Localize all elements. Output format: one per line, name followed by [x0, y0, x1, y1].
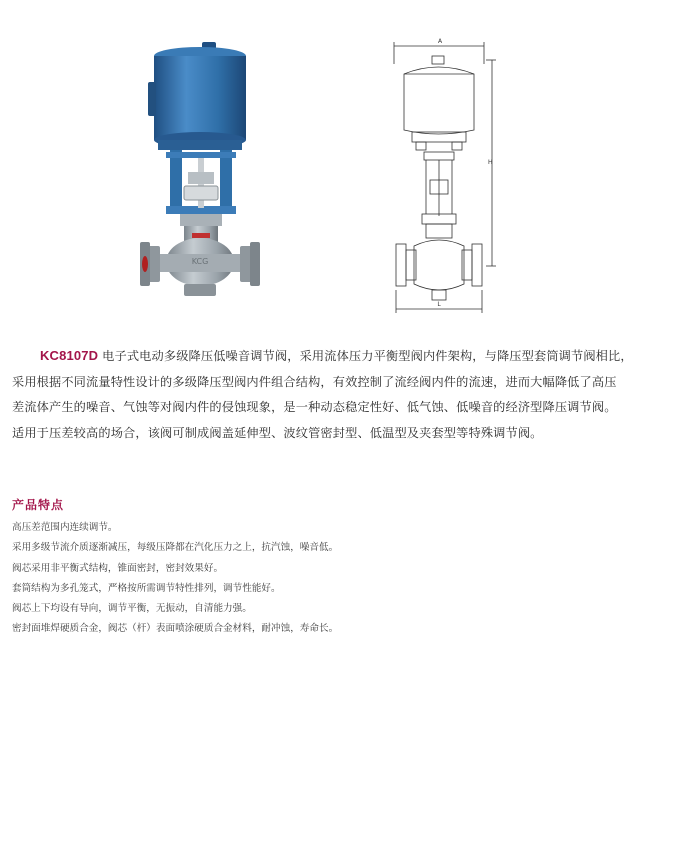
product-intro [12, 343, 680, 446]
valve-body-marking: KCG [191, 257, 209, 266]
dimension-l-label: L [437, 301, 441, 308]
intro-line-1: 电子式电动多级降压低噪音调节阀，采用流体压力平衡型阀内件架构，与降压型套筒调节阀相比， [98, 349, 633, 363]
intro-line-4: 适用于压差较高的场合，该阀可制成阀盖延伸型、波纹管密封型、低温型及夹套型等特殊调节阀。 [12, 425, 543, 440]
features-heading: 产品特点 [12, 498, 65, 512]
model-number: KC8107D [40, 348, 99, 363]
feature-item: 采用多级节流介质逐渐减压，每级压降都在汽化压力之上，抗汽蚀，噪音低。 [12, 542, 339, 554]
feature-item: 高压差范围内连续调节。 [12, 522, 118, 533]
valve-product-photo [140, 40, 270, 305]
feature-item: 阀芯采用非平衡式结构，锥面密封，密封效果好。 [12, 562, 224, 574]
feature-item: 阀芯上下均设有导向，调节平衡，无振动，自清能力强。 [12, 603, 252, 615]
dimension-h-label: H [488, 159, 493, 166]
intro-line-2: 采用根据不同流量特性设计的多级降压型阀内件组合结构，有效控制了流经阀内件的流速，进而大幅降低了高压 [12, 374, 617, 389]
feature-item: 套筒结构为多孔笼式，严格按所需调节特性排列，调节性能好。 [12, 582, 281, 594]
features-list [12, 518, 672, 640]
feature-item: 密封面堆焊硬质合金，阀芯（杆）表面喷涂硬质合金材料，耐冲蚀，寿命长。 [12, 623, 339, 635]
valve-dimension-drawing [388, 34, 500, 314]
dimension-a-label: A [437, 38, 443, 45]
intro-line-3: 差流体产生的噪音、气蚀等对阀内件的侵蚀现象，是一种动态稳定性好、低气蚀、低噪音的经济型降压调节阀。 [12, 400, 617, 414]
